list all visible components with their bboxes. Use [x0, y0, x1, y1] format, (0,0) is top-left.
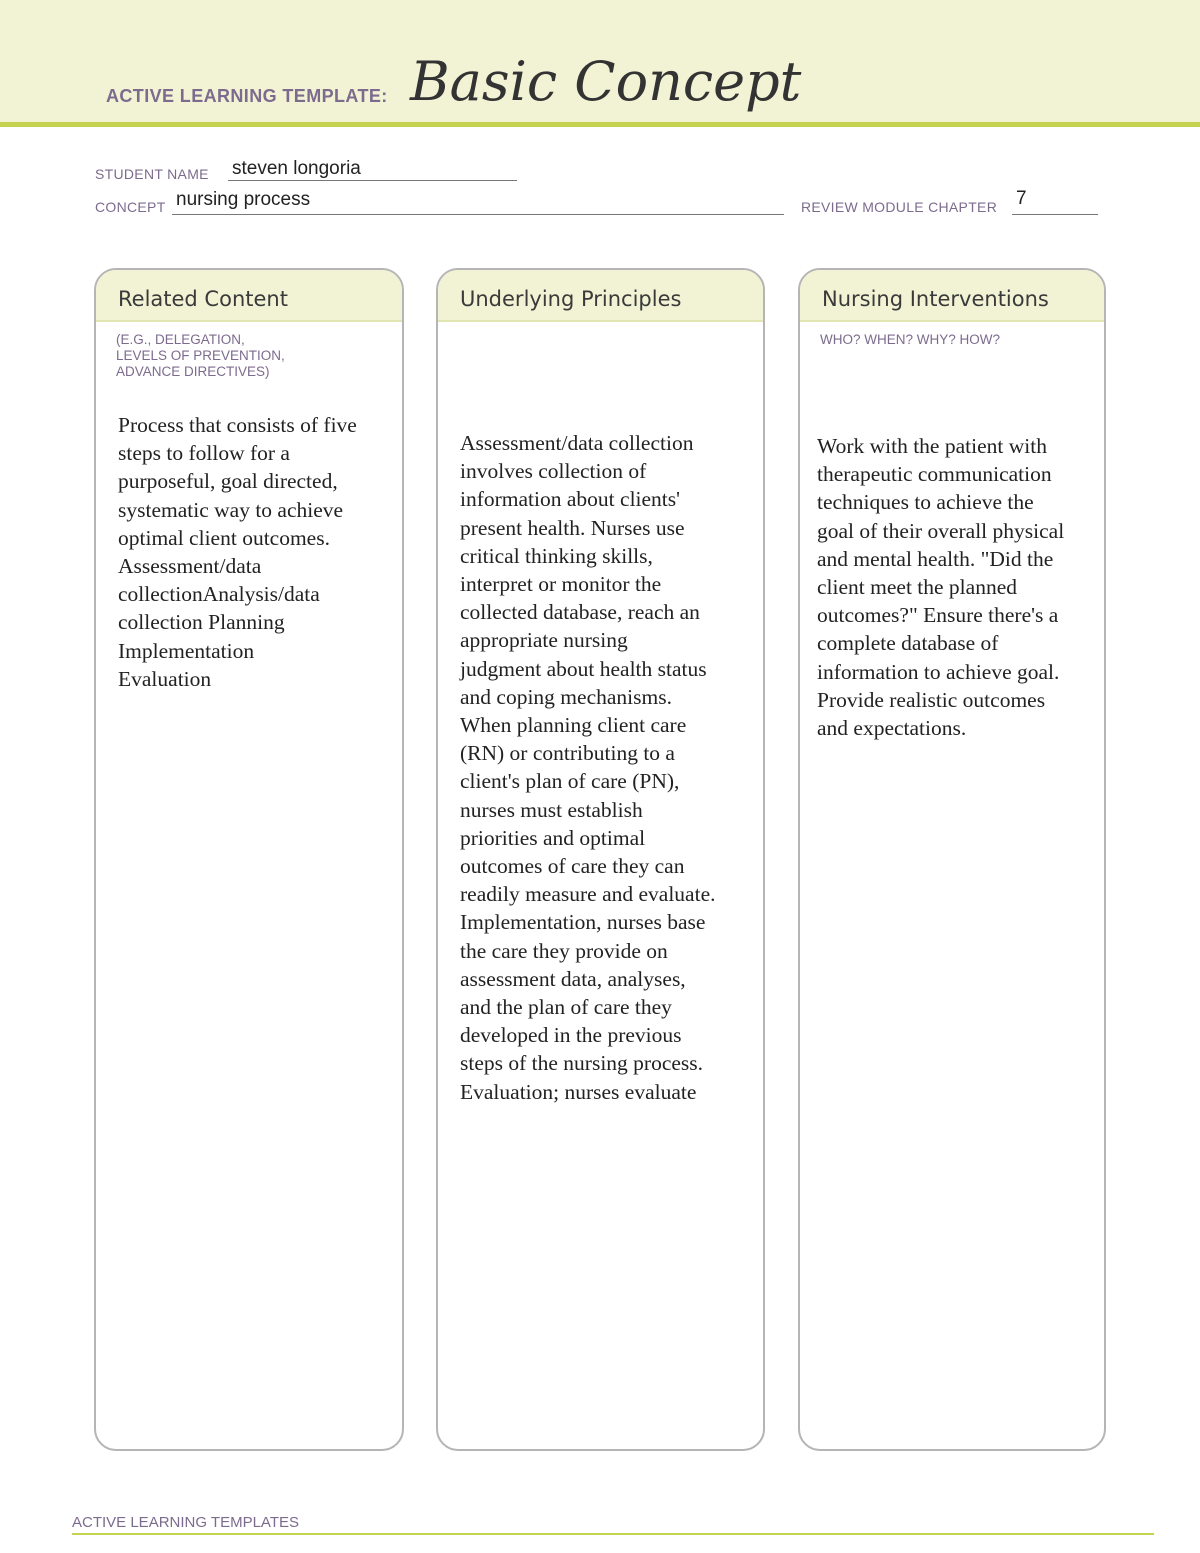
panel-subtitle: (E.G., DELEGATION, LEVELS OF PREVENTION, ADVANCE DIRECTIVES) — [116, 332, 285, 379]
student-name-label: STUDENT NAME — [95, 166, 209, 182]
footer-label: ACTIVE LEARNING TEMPLATES — [72, 1514, 299, 1531]
student-name-line — [228, 180, 517, 181]
footer-rule — [72, 1533, 1154, 1535]
student-name-field[interactable]: steven longoria — [232, 158, 361, 179]
related-content-text[interactable]: Process that consists of five steps to follow for a purposeful, goal directed, systematic way to achieve optimal client outcomes. Assessment/data collectionAnalysis/data collection Planning Implementation Evaluation — [118, 413, 357, 691]
concept-line — [172, 214, 784, 215]
concept-label: CONCEPT — [95, 199, 166, 215]
panel-title: Nursing Interventions — [800, 270, 1104, 322]
panel-underlying-principles — [436, 268, 765, 1451]
concept-field[interactable]: nursing process — [176, 189, 311, 210]
panel-subtitle: WHO? WHEN? WHY? HOW? — [820, 332, 1001, 347]
chapter-line — [1012, 214, 1098, 215]
header-rule — [0, 122, 1200, 127]
nursing-interventions-text[interactable]: Work with the patient with therapeutic communication techniques to achieve the goal of their overall physical and mental health. "Did the client meet the planned outcomes?" Ensure there's a complete database of information to achieve goal. Provide realistic outcomes and expectations. — [817, 434, 1065, 741]
template-title: Basic Concept — [410, 50, 802, 113]
panel-title: Related Content — [96, 270, 402, 322]
panel-title: Underlying Principles — [438, 270, 763, 322]
panel-nursing-interventions — [798, 268, 1106, 1451]
chapter-label: REVIEW MODULE CHAPTER — [801, 199, 998, 215]
chapter-field[interactable]: 7 — [1016, 188, 1027, 209]
panel-related-content — [94, 268, 404, 1451]
template-label: ACTIVE LEARNING TEMPLATE: — [106, 86, 388, 106]
underlying-principles-text[interactable]: Assessment/data collection involves collection of information about clients' present health. Nurses use critical thinking skills, interpret or monitor the collected database, reach an appropriate nursing judgment about health status and coping mechanisms. When planning client care (RN) or contributing to a client's plan of care (PN), nurses must establish priorities and optimal outcomes of care they can readily measure and evaluate. Implementation, nurses base the care they provide on assessment data, analyses, and the plan of care they developed in the previous steps of the nursing process. Evaluation; nurses evaluate — [460, 431, 716, 1104]
